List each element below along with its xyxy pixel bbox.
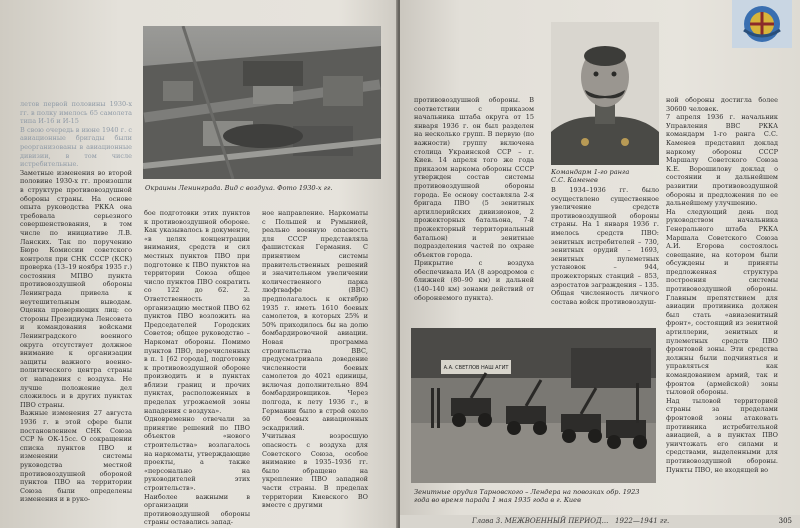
paragraph: Заметные изменения во второй половине 1930-х гг. произошли в структуре противовоздушной обороны страны. На основе опыта руководства РККА она требовала серьезного совершенствования, в том числе по инициативе Л.В. Ланских. Так по поручению Бюро Комиссии советского контроля при СНК СССР (КСК) проверка (13–19 ноября 1935 г.) состояния МПВО пункта противовоздушной обороны Ленинграда привела к неутешительным выводам. Оценка проверяющих лиц: со стороны Президиума Ленсовета и командования войсками Ленинградского военного округа отсутствует должное внимание к организации защиты важного военно-политического центра страны от нападения с воздуха. Не лучше положение дел сложилось и в других пунктах ПВО страны.	[20, 168, 132, 409]
paragraph: Одновременно отвечали за принятие решений по ПВО объектов «нового строительства» возлагалось на наркоматы, утверждающие проекты, а также «персонально на руководителей этих строительств».	[144, 415, 250, 492]
paragraph: На следующий день под руководством начальника Генерального штаба РККА Маршала Советского Союза А.И. Егорова состоялось совещание, на котором были обсуждены и приняты предложенная структура построения системы противовоздушной обороны. Главным препятствием для авиации противника должен был стать «авиазенитный фронт», состоящий из зенитной артиллерии, зенитных и пулеметных средств ПВО фронтовой зоны. Эти средства должны были подчиняться и управляться как командованием армий, так и фронтов (армейской) зоны тыловой обороны.	[666, 207, 778, 397]
right-text-column-1	[414, 96, 534, 302]
paragraph: Прикрытие с воздуха обеспечивала ИА (8 аэродромов с ближней (80–90 км) и дальней (140–140 км) зонами действий от обороняемого пункта).	[414, 259, 534, 302]
air-defense-emblem	[732, 0, 792, 48]
paragraph: ное направление. Наркоматы с Польшей и Румынией, реально военную опасность для СССР представляла фашистская Германия. С принятием системы правительственных решений и значительном увеличении количественного парка люфтваффе (ВВС) предполагалось к октябрю 1935 г. иметь 1610 боевых самолетов, в которых 25% и 50% приходилось бы на долю бомбардировочной авиации. Новая программа строительства ВВС, предусматривала доведение численности боевых самолетов до 4021 единицы, включая дополнительно 894 бомбардировщиков. Через полгода, к лету 1936 г., в Германии было в строй около 60 боевых авиационных эскадрилий.	[262, 209, 368, 432]
left-page	[0, 0, 398, 528]
paragraph: ной обороны достигла более 30600 человек.	[666, 96, 778, 113]
portrait-kamenev	[551, 22, 659, 165]
paragraph: 7 апреля 1936 г. начальник Управления ВВС РККА командарм 1-го ранга С.С. Каменев представил доклад наркому обороны СССР Маршалу Советского Союза К.Е. Ворошилову доклад о состоянии и дальнейшем развитии противовоздушной обороны и предложения по ее дальнейшему улучшению.	[666, 113, 778, 208]
paragraph: Учитывая возросшую опасность с воздуха для Советского Союза, особое внимание в 1935–1936 гг. было обращено на укрепление ПВО западной части страны. В пределах территории Киевского ВО вместе с другими	[262, 432, 368, 510]
paragraph: В 1934–1936 гг. было осуществлено существенное увеличение средств противовоздушной обороны страны. На 1 января 1936 г. имелось средств ПВО: зенитных истребителей – 730, зенитных орудий – 1693, зенитных пулеметных установок – 944, прожекторных станций – 853, аэростатов заграждения – 135. Общая численность личного состава войск противовоздуш-	[551, 186, 659, 306]
right-text-column-3	[666, 96, 778, 474]
chapter-title: Глава 3. МЕЖВОЕННЫЙ ПЕРИОД...	[472, 517, 609, 525]
parade-photo-anti-aircraft-guns	[411, 328, 656, 483]
parade-photo-caption: Зенитные орудия Тарновского – Лендера на повозках обр. 1923 года во время парада 1 мая 1935 года в г. Киев	[414, 488, 640, 504]
paragraph: Наиболее важными в организации противовоздушной обороны страны оставались запад-	[144, 492, 250, 527]
portrait-caption: Командарм 1-го ранга С.С. Каменев	[551, 168, 630, 184]
right-page	[400, 0, 800, 528]
right-text-column-2	[551, 186, 659, 306]
chapter-years: 1922—1941 гг.	[615, 517, 670, 525]
paragraph: летов первой половины 1930-х гг. в полку имелось 65 самолета типа И-16 и И-15	[20, 100, 132, 126]
left-text-column-1	[20, 100, 132, 504]
page-number: 305	[778, 517, 792, 525]
paragraph: Важные изменения 27 августа 1936 г. в этой сфере были постановлением СНК Союза ССР № ОК-15сс. О сокращении списка пунктов ПВО и изменении системы руководства местной противовоздушной обороной пунктов ПВО на территории Союза были определены изменения и в руко-	[20, 409, 132, 504]
left-text-column-2	[144, 209, 250, 527]
paragraph: бое подготовки этих пунктов к противовоздушной обороне. Как указывалось в документе, «в целях концентрации внимания, средств и сил местных пунктов ПВО при подготовке к ПВО пунктов на территории Союза общее число пунктов ПВО сократить со 122 до 62. 2. Ответственность за организацию местной ПВО 62 пунктов ПВО возложить на Председателей Городских Советов; общее руководство – Наркомат обороны. Помимо пунктов ПВО, перечисленных в п. 1 [62 города], подготовку к противовоздушной обороне производить и в пунктах вблизи границ и прочих пунктах, расположенных в пределах угрожаемой зоны нападения с воздуха».	[144, 209, 250, 415]
paragraph: В свою очередь в июне 1940 г. с авиационные бригады были реорганизованы в авиационные дивизии, в том числе истребительные.	[20, 125, 132, 169]
page-footer	[400, 515, 800, 528]
footer-chapter	[472, 517, 669, 525]
paragraph: противовоздушной обороны. В соответствии с приказом начальника штаба округа от 15 января 1936 г. он был разделен на несколько групп. В первую (по важности) группу включена столица Украинской ССР – г. Киев. 14 апреля того же года приказом наркома обороны СССР утвержден состав системы противовоздушной обороны города. Ее основу составляла 2-я бригада ПВО (5 зенитных артиллерийских дивизионов, 2 прожекторных батальона, 7-й прожекторный территориальный батальон) и зенитные подразделения частей по охране объектов города.	[414, 96, 534, 259]
paragraph: Над тыловой территорией страны за пределами фронтовой зоны атаковать противника истребительной авиацией, а в пунктах ПВО уничтожать его силами и средствами, выделенными для противовоздушной обороны. Пункты ПВО, не входящей во	[666, 396, 778, 474]
parade-banner-text: А.А. СВЕТЛОВ НАШ АГИТ	[443, 365, 509, 371]
left-text-column-3	[262, 209, 368, 510]
aerial-photo-leningrad	[143, 26, 381, 179]
aerial-photo-caption: Окраины Ленинграда. Вид с воздуха. Фото 1930-х гг.	[145, 184, 333, 192]
